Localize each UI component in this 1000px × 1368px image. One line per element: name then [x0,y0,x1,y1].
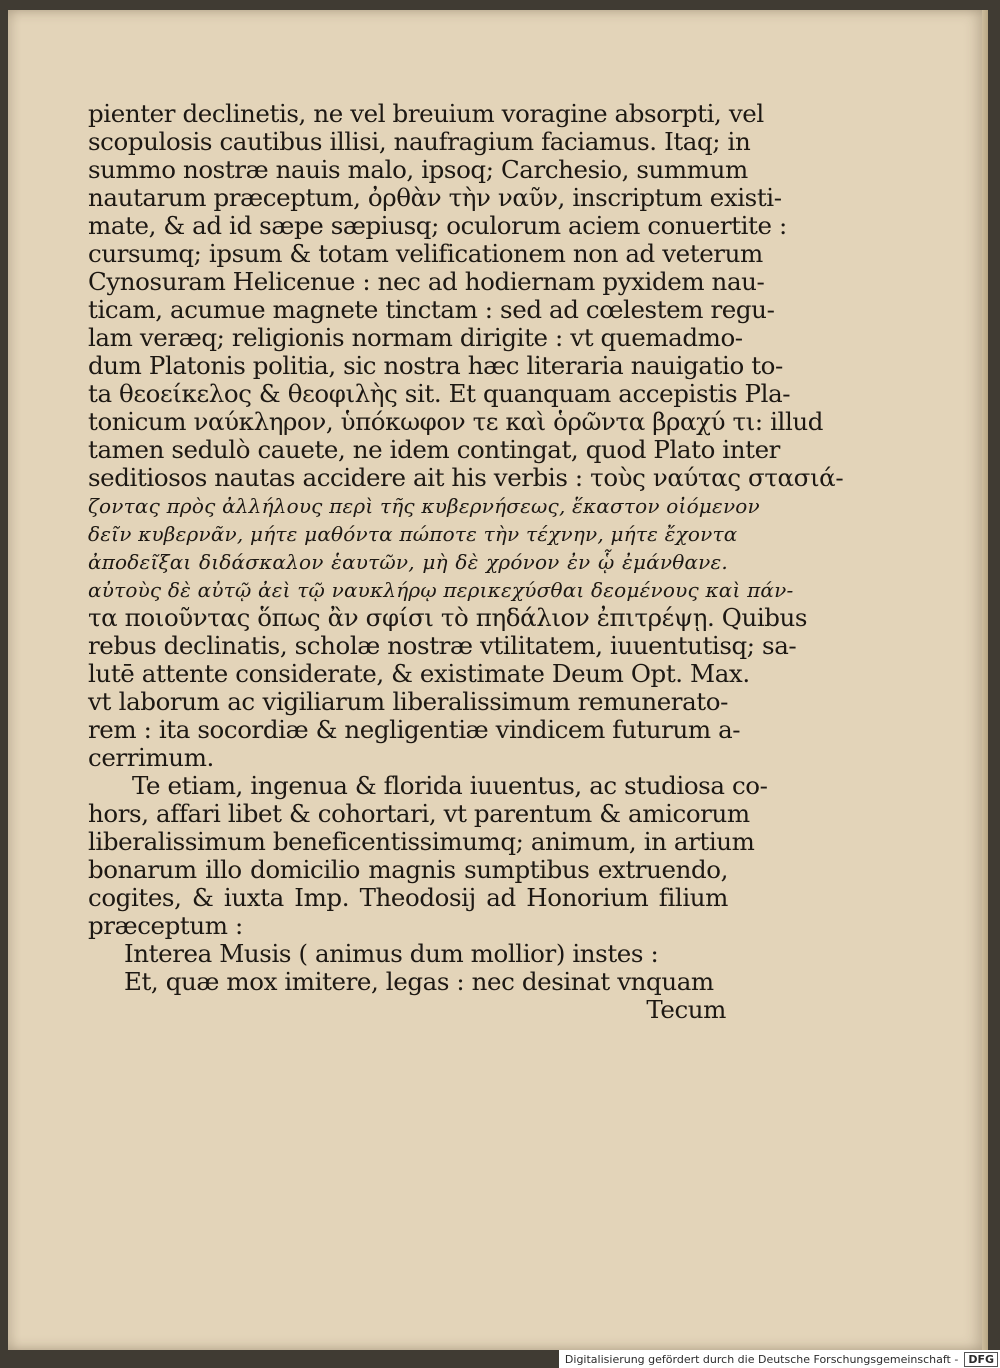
text-line: cerrimum. [88,743,214,772]
text-line: dum Platonis politia, sic nostra hæc literaria nauigatio to- [88,351,783,380]
text-line: cursumq; ipsum & totam velificationem non ad veterum [88,239,763,268]
greek-line: δεῖν κυβερνᾶν, μήτε μαθόντα πώποτε τὴν τέχνην, μήτε ἔχοντα [88,522,738,546]
text-line: summo nostræ nauis malo, ipsoq; Carchesio, summum [88,155,748,184]
text-line: seditiosos nautas accidere ait his verbis : τοὺς ναύτας στασιά- [88,463,844,492]
text-line: nautarum præceptum, ὀρθὰν τὴν ναῦν, inscriptum existi- [88,183,782,212]
text-line: lutē attente considerate, & existimate Deum Opt. Max. [88,659,750,688]
funding-notice: Digitalisierung gefördert durch die Deutsche Forschungsgemeinschaft - [564,1352,959,1366]
text-line: cogites, & iuxta Imp. Theodosij ad Honorium filium [88,883,728,912]
dfg-logo: DFG [964,1352,998,1367]
text-line: lam veræq; religionis normam dirigite : vt quemadmo- [88,323,743,352]
text-line: hors, affari libet & cohortari, vt parentum & amicorum [88,799,750,828]
page-edge [982,10,988,1350]
text-line: tonicum ναύκληρον, ὑπόκωφον τε καὶ ὁρῶντα βραχύ τι: illud [88,407,824,436]
paragraph-start-line: Te etiam, ingenua & florida iuuentus, ac studiosa co- [132,771,768,800]
text-line: vt laborum ac vigiliarum liberalissimum remunerato- [88,687,728,716]
text-line: præceptum : [88,911,243,940]
text-line: ta θεοείκελος & θεοφιλὴς sit. Et quanquam accepistis Pla- [88,379,791,408]
text-line: liberalissimum beneficentissimumq; animum, in artium [88,827,755,856]
book-page [8,10,988,1350]
text-line: tamen sedulò cauete, ne idem contingat, quod Plato inter [88,435,780,464]
text-line: Cynosuram Helicenue : nec ad hodiernam pyxidem nau- [88,267,765,296]
text-line: rem : ita socordiæ & negligentiæ vindicem futurum a- [88,715,741,744]
text-line: scopulosis cautibus illisi, naufragium faciamus. Itaq; in [88,127,751,156]
catchword: Tecum [646,995,726,1024]
greek-line: ζοντας πρὸς ἀλλήλους περὶ τῆς κυβερνήσεως, ἕκαστον οἰόμενον [88,494,760,518]
digitization-footer [559,1350,1000,1368]
text-line: ticam, acumue magnete tinctam : sed ad cœlestem regu- [88,295,775,324]
verse-line: Interea Musis ( animus dum mollior) instes : [124,939,659,968]
verse-line: Et, quæ mox imitere, legas : nec desinat vnquam [124,967,714,996]
text-line: pienter declinetis, ne vel breuium voragine absorpti, vel [88,99,764,128]
greek-line: αὐτοὺς δὲ αὐτῷ ἀεὶ τῷ ναυκλήρῳ περικεχύσθαι δεομένους καὶ πάν- [88,578,794,602]
text-line: rebus declinatis, scholæ nostræ vtilitatem, iuuentutisq; sa- [88,631,797,660]
text-line: mate, & ad id sæpe sæpiusq; oculorum aciem conuertite : [88,211,787,240]
greek-line: ἀποδεῖξαι διδάσκαλον ἑαυτῶν, μὴ δὲ χρόνον ἐν ᾧ ἐμάνθανε. [88,550,728,574]
text-line: τα ποιοῦντας ὅπως ἂν σφίσι τὸ πηδάλιον ἐπιτρέψῃ. Quibus [88,603,808,632]
text-line: bonarum illo domicilio magnis sumptibus extruendo, [88,855,728,884]
page-text [88,99,844,1024]
